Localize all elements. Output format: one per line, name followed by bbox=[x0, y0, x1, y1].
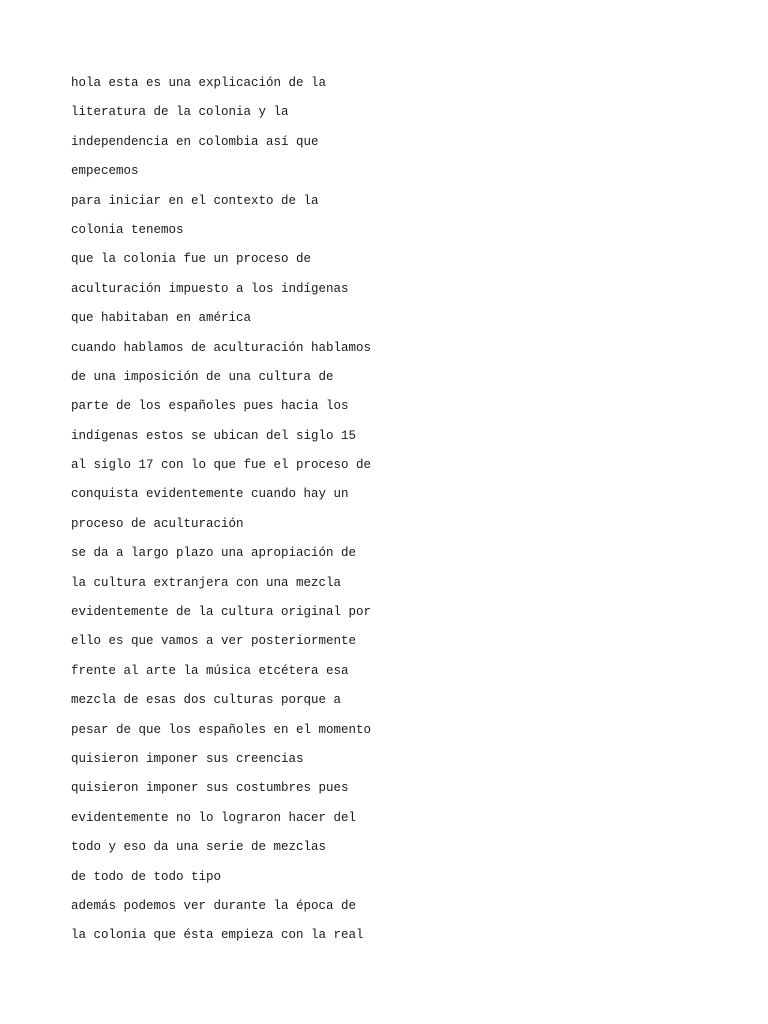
text-line: de todo de todo tipo bbox=[71, 869, 222, 884]
text-line: todo y eso da una serie de mezclas bbox=[71, 840, 327, 855]
transcript-text bbox=[71, 69, 371, 951]
text-line: la colonia que ésta empieza con la real bbox=[71, 928, 364, 943]
text-line: evidentemente no lo lograron hacer del bbox=[71, 810, 357, 825]
text-line: para iniciar en el contexto de la bbox=[71, 193, 319, 208]
text-line: evidentemente de la cultura original por bbox=[71, 605, 372, 620]
text-line: la cultura extranjera con una mezcla bbox=[71, 575, 342, 590]
text-line: colonia tenemos bbox=[71, 222, 184, 237]
text-line: quisieron imponer sus costumbres pues bbox=[71, 781, 349, 796]
text-line: indígenas estos se ubican del siglo 15 bbox=[71, 428, 357, 443]
text-line: pesar de que los españoles en el momento bbox=[71, 722, 372, 737]
text-line: mezcla de esas dos culturas porque a bbox=[71, 693, 342, 708]
text-line: aculturación impuesto a los indígenas bbox=[71, 281, 349, 296]
text-line: de una imposición de una cultura de bbox=[71, 369, 334, 384]
text-line: quisieron imponer sus creencias bbox=[71, 751, 304, 766]
text-line: conquista evidentemente cuando hay un bbox=[71, 487, 349, 502]
text-line: que la colonia fue un proceso de bbox=[71, 252, 312, 267]
text-line: frente al arte la música etcétera esa bbox=[71, 663, 349, 678]
text-line: independencia en colombia así que bbox=[71, 134, 319, 149]
text-line: que habitaban en américa bbox=[71, 311, 252, 326]
text-line: parte de los españoles pues hacia los bbox=[71, 399, 349, 414]
text-line: ello es que vamos a ver posteriormente bbox=[71, 634, 357, 649]
text-line: al siglo 17 con lo que fue el proceso de bbox=[71, 458, 372, 473]
text-line: proceso de aculturación bbox=[71, 516, 244, 531]
text-line: empecemos bbox=[71, 164, 139, 179]
text-line: se da a largo plazo una apropiación de bbox=[71, 546, 357, 561]
text-line: además podemos ver durante la época de bbox=[71, 898, 357, 913]
text-line: cuando hablamos de aculturación hablamos bbox=[71, 340, 372, 355]
text-line: hola esta es una explicación de la bbox=[71, 76, 327, 90]
text-line: literatura de la colonia y la bbox=[71, 105, 289, 120]
